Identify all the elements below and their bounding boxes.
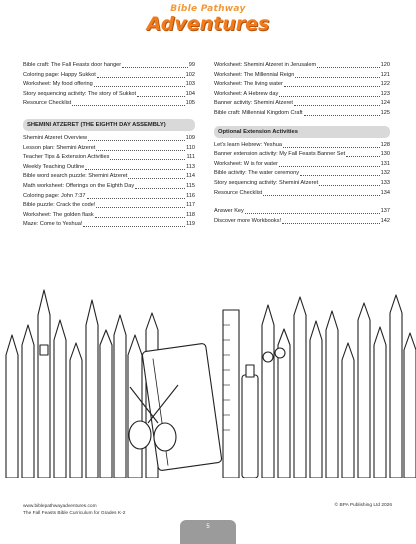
toc-entry-page: 102 xyxy=(185,71,195,78)
toc-entry-page: 113 xyxy=(186,163,195,170)
toc-entry-page: 131 xyxy=(380,160,390,167)
toc-entry xyxy=(23,80,195,90)
toc-leader-dots xyxy=(263,195,379,196)
stationery-illustration xyxy=(0,285,416,478)
toc-entry-page: 132 xyxy=(380,170,390,177)
toc-leader-dots xyxy=(95,217,185,218)
toc-entry-page: 134 xyxy=(380,189,390,196)
toc-entry xyxy=(23,163,195,173)
toc-entry xyxy=(23,220,195,230)
toc-entry xyxy=(214,80,390,90)
toc-leader-dots xyxy=(279,166,380,167)
toc-entry-page: 117 xyxy=(186,202,195,209)
toc-leader-dots xyxy=(137,96,185,97)
toc-left-top-list xyxy=(23,61,195,109)
toc-leader-dots xyxy=(282,223,380,224)
toc-entry xyxy=(214,189,390,199)
toc-entry xyxy=(23,134,195,144)
toc-leader-dots xyxy=(295,77,379,78)
logo-top-text: Bible Pathway xyxy=(170,4,246,14)
toc-entry xyxy=(23,153,195,163)
toc-entry xyxy=(214,90,390,100)
toc-entry-title: Bible craft: Millennial Kingdom Craft xyxy=(214,109,303,116)
toc-leader-dots xyxy=(96,150,185,151)
toc-entry xyxy=(23,211,195,221)
toc-leader-dots xyxy=(317,67,379,68)
toc-entry xyxy=(214,141,390,151)
toc-leader-dots xyxy=(96,207,185,208)
toc-leader-dots xyxy=(245,213,380,214)
toc-leader-dots xyxy=(85,169,185,170)
toc-entry xyxy=(214,207,390,217)
toc-right-bottom-list xyxy=(214,207,390,226)
toc-entry-page: 105 xyxy=(185,100,195,107)
toc-leader-dots xyxy=(283,147,380,148)
toc-entry xyxy=(214,99,390,109)
toc-right-mid-list xyxy=(214,141,390,199)
toc-entry-title: Shemini Atzeret Overview xyxy=(23,134,88,141)
toc-entry-title: Discover more Workbooks! xyxy=(214,217,282,224)
toc-entry xyxy=(214,169,390,179)
toc-entry-page: 110 xyxy=(186,144,195,151)
toc-right-column xyxy=(214,61,390,226)
toc-entry-title: Worksheet: Shemini Atzeret in Jerusalem xyxy=(214,62,317,68)
toc-entry-page: 120 xyxy=(380,62,390,68)
toc-entry xyxy=(23,90,195,100)
toc-entry-page: 109 xyxy=(185,134,195,141)
toc-entry xyxy=(23,144,195,154)
toc-entry xyxy=(214,179,390,189)
page-number: 5 xyxy=(180,520,236,544)
toc-entry-title: Lesson plan: Shemini Atzeret xyxy=(23,144,96,151)
footer-copyright: © BPA Publishing Ltd 2026 xyxy=(334,503,392,508)
toc-entry-title: Worksheet: W is for water xyxy=(214,160,278,167)
toc-entry-title: Resource Checklist xyxy=(23,100,72,107)
toc-entry xyxy=(23,172,195,182)
footer-subtitle: The Fall Feasts Bible Curriculum for Grades K-2 xyxy=(23,511,126,516)
toc-entry-title: Banner extension activity: My Fall Feasts Banner Set xyxy=(214,151,346,158)
toc-entry-title: Story sequencing activity: Shemini Atzeret xyxy=(214,179,319,186)
footer-credits xyxy=(23,503,125,517)
toc-entry-page: 99 xyxy=(188,62,195,68)
toc-leader-dots xyxy=(110,159,185,160)
toc-entry-page: 118 xyxy=(186,211,195,218)
toc-entry-title: Resource Checklist xyxy=(214,189,263,196)
toc-entry xyxy=(214,109,390,119)
toc-leader-dots xyxy=(300,175,380,176)
toc-entry-page: 111 xyxy=(186,154,195,161)
toc-entry-title: Story sequencing activity: The story of Sukkot xyxy=(23,90,137,97)
toc-leader-dots xyxy=(128,178,185,179)
toc-entry-title: Worksheet: The Millennial Reign xyxy=(214,71,295,78)
toc-entry-title: Math worksheet: Offerings on the Eighth Day xyxy=(23,182,135,189)
toc-entry-page: 104 xyxy=(185,90,195,97)
toc-entry-page: 116 xyxy=(186,192,195,199)
toc-right-top-list xyxy=(214,61,390,119)
toc-entry xyxy=(23,192,195,202)
toc-entry-title: Banner activity: Shemini Atzeret xyxy=(214,100,293,107)
toc-entry-page: 125 xyxy=(380,109,390,116)
brand-logo xyxy=(0,4,416,34)
toc-entry-page: 115 xyxy=(186,182,195,189)
toc-leader-dots xyxy=(97,77,185,78)
toc-leader-dots xyxy=(94,86,185,87)
toc-entry xyxy=(214,71,390,81)
toc-left-column xyxy=(23,61,195,230)
toc-entry xyxy=(23,182,195,192)
toc-entry-page: 128 xyxy=(380,141,390,148)
toc-entry-title: Let's learn Hebrew: Yeshua xyxy=(214,141,282,148)
toc-entry xyxy=(214,61,390,71)
toc-entry xyxy=(23,71,195,81)
toc-leader-dots xyxy=(319,185,380,186)
logo-main-text: Adventures xyxy=(146,13,270,35)
toc-entry-page: 123 xyxy=(380,90,390,97)
toc-leader-dots xyxy=(284,86,380,87)
toc-entry xyxy=(23,99,195,109)
toc-entry-title: Answer Key xyxy=(214,208,244,215)
toc-entry-page: 114 xyxy=(186,173,195,180)
toc-leader-dots xyxy=(304,115,380,116)
toc-leader-dots xyxy=(346,156,379,157)
toc-entry-page: 122 xyxy=(380,81,390,88)
toc-entry-page: 119 xyxy=(186,221,195,228)
toc-entry-page: 133 xyxy=(380,179,390,186)
toc-entry-title: Teacher Tips & Extension Activities xyxy=(23,154,110,161)
toc-entry xyxy=(23,61,195,71)
section-header-optional-extension: Optional Extension Activities xyxy=(214,126,390,138)
toc-entry-page: 137 xyxy=(380,208,390,215)
footer-website: www.biblepathwayadventures.com xyxy=(23,504,97,509)
toc-entry-page: 142 xyxy=(380,217,390,224)
toc-entry xyxy=(214,160,390,170)
toc-entry xyxy=(214,150,390,160)
toc-leader-dots xyxy=(83,226,185,227)
toc-leader-dots xyxy=(88,140,185,141)
toc-leader-dots xyxy=(294,105,380,106)
toc-entry-title: Worksheet: A Hebrew day xyxy=(214,90,279,97)
toc-entry-title: Worksheet: My food offering xyxy=(23,81,93,88)
toc-entry-page: 130 xyxy=(380,151,390,158)
toc-entry xyxy=(214,217,390,227)
toc-entry xyxy=(23,201,195,211)
toc-entry-title: Weekly Teaching Outline xyxy=(23,163,85,170)
toc-entry-title: Coloring page: John 7:37 xyxy=(23,192,86,199)
toc-leader-dots xyxy=(122,67,188,68)
toc-entry-title: Coloring page: Happy Sukkot xyxy=(23,71,96,78)
toc-entry-title: Worksheet: The golden flask xyxy=(23,211,94,218)
toc-leader-dots xyxy=(279,96,379,97)
toc-leader-dots xyxy=(87,198,186,199)
toc-entry-title: Maze: Come to Yeshua! xyxy=(23,221,83,228)
toc-leader-dots xyxy=(72,105,184,106)
toc-entry-title: Bible word search puzzle: Shemini Atzeret xyxy=(23,173,128,180)
toc-entry-page: 121 xyxy=(380,71,390,78)
toc-entry-title: Bible craft: The Fall Feasts door hanger xyxy=(23,62,122,68)
toc-entry-title: Worksheet: The living water xyxy=(214,81,283,88)
toc-entry-title: Bible puzzle: Crack the code! xyxy=(23,202,96,209)
section-header-shemini-atzeret: SHEMINI ATZERET (THE EIGHTH DAY ASSEMBLY) xyxy=(23,119,195,131)
toc-entry-page: 124 xyxy=(380,100,390,107)
toc-left-bottom-list xyxy=(23,134,195,230)
toc-leader-dots xyxy=(135,188,185,189)
toc-entry-page: 103 xyxy=(185,81,195,88)
toc-entry-title: Bible activity: The water ceremony xyxy=(214,170,300,177)
